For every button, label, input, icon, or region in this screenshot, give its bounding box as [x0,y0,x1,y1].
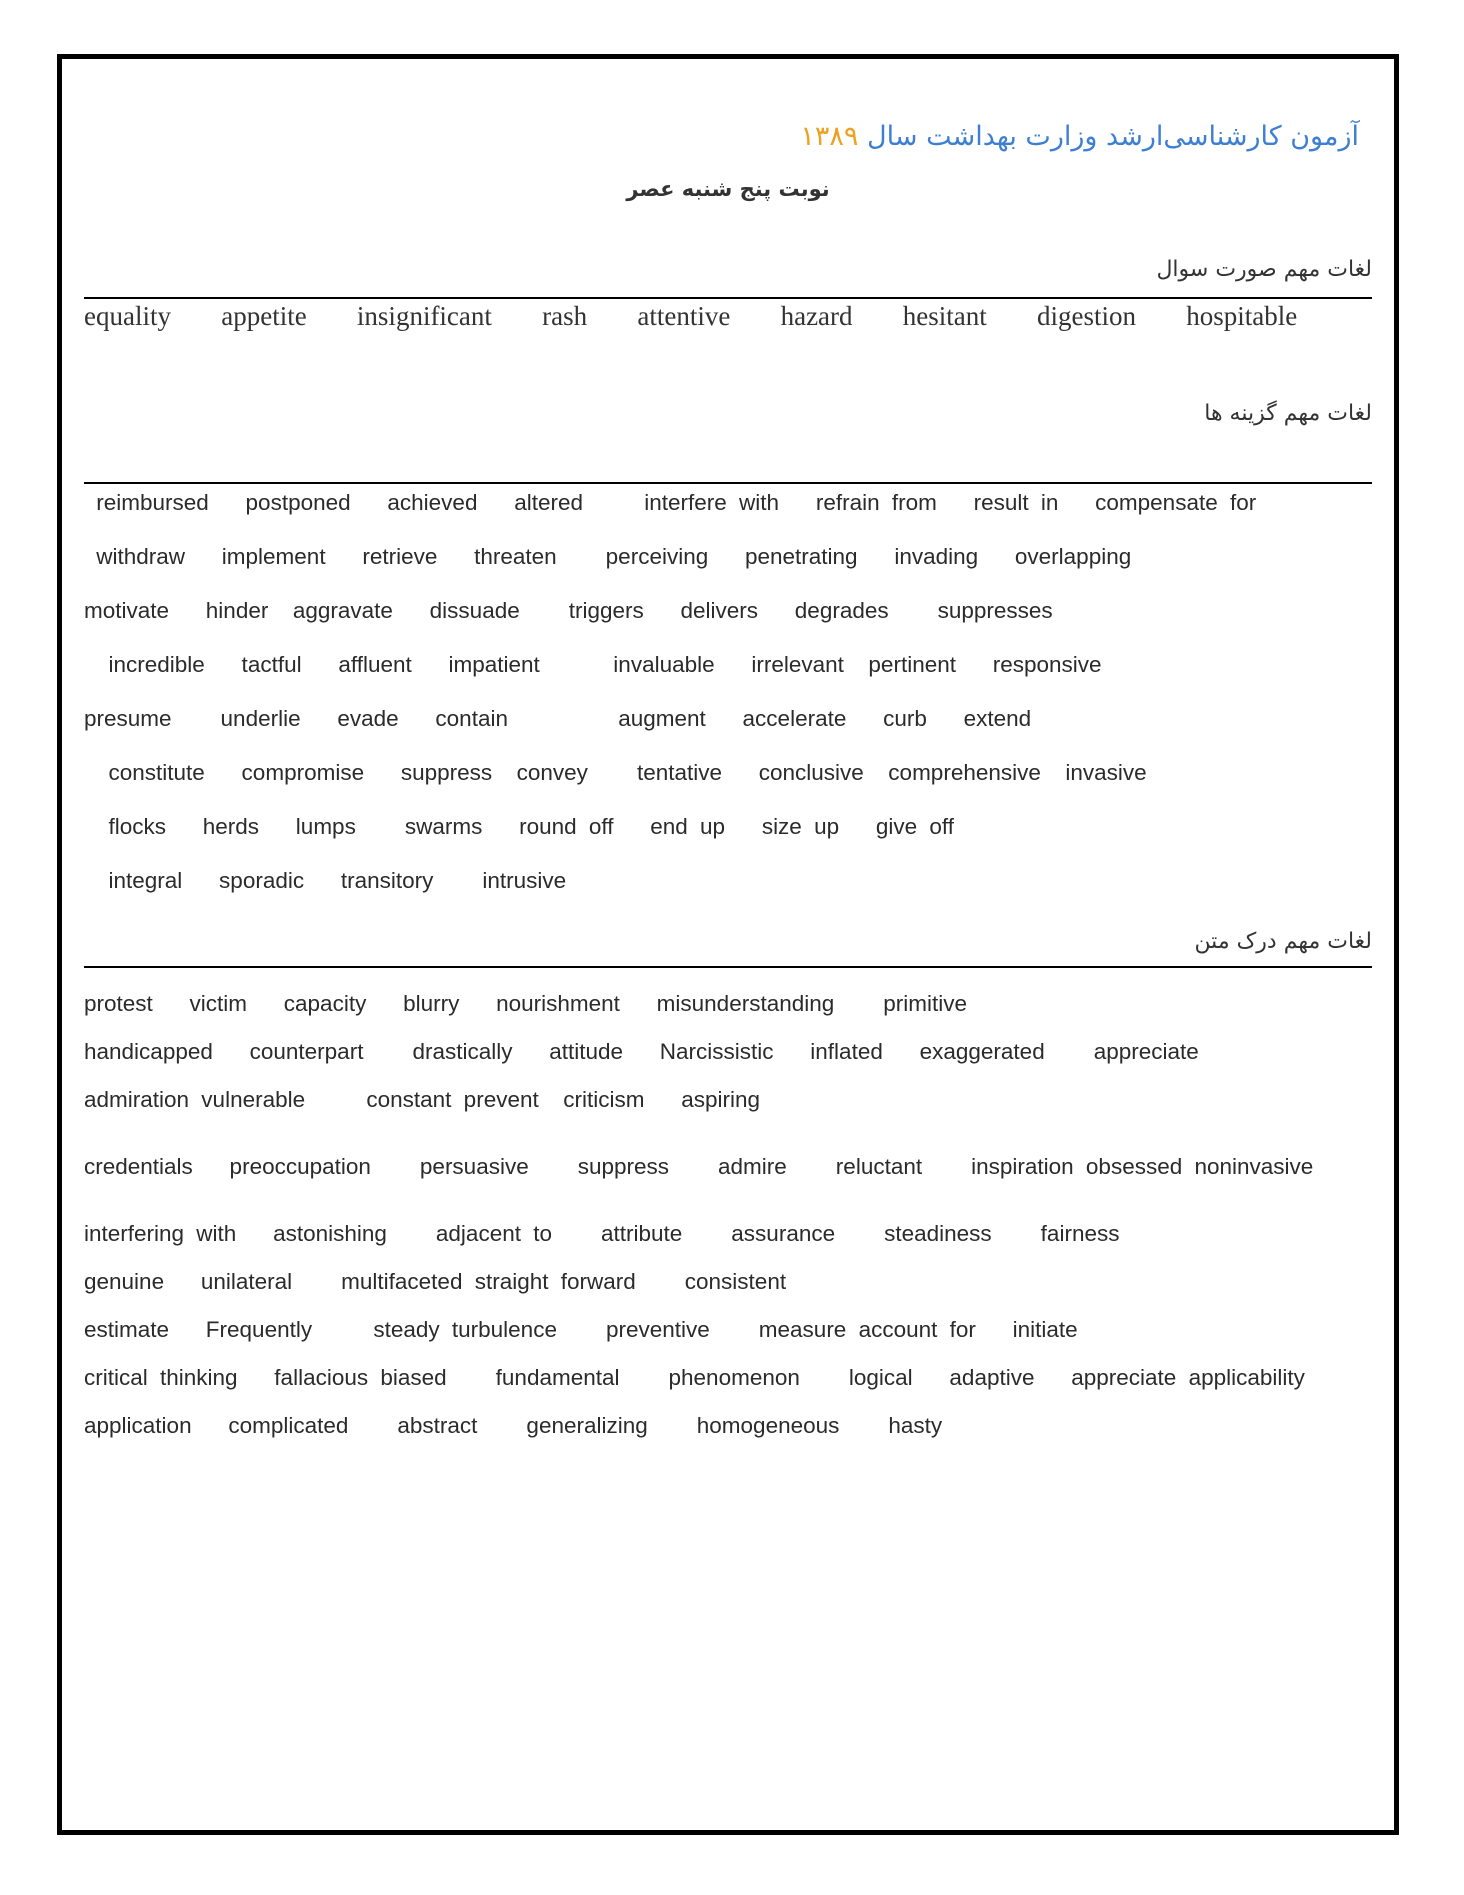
word-row: flocks herds lumps swarms round off end up size up give off [84,814,954,839]
word-row: credentials preoccupation persuasive suppress admire reluctant inspiration obsessed noninvasive [84,1154,1314,1179]
word-row: integral sporadic transitory intrusive [84,868,567,893]
word-row: admiration vulnerable constant prevent criticism aspiring [84,1087,761,1112]
word-row: incredible tactful affluent impatient invaluable irrelevant pertinent responsive [84,652,1102,677]
word-row: estimate Frequently steady turbulence preventive measure account for initiate [84,1317,1078,1342]
title-text: آزمون کارشناسی‌ارشد وزارت بهداشت سال [867,121,1359,152]
word-row: protest victim capacity blurry nourishment misunderstanding primitive [84,991,968,1016]
word-row: withdraw implement retrieve threaten perceiving penetrating invading overlapping [84,544,1132,569]
title-year: ۱۳۸۹ [800,121,859,152]
word-row: motivate hinder aggravate dissuade triggers delivers degrades suppresses [84,598,1053,623]
document-title [800,121,1359,152]
word-row: application complicated abstract generalizing homogeneous hasty [84,1413,943,1438]
section-heading-question-vocab: لغات مهم صورت سوال [1156,257,1372,282]
word-row: genuine unilateral multifaceted straight forward consistent [84,1269,787,1294]
word-row: equality appetite insignificant rash attentive hazard hesitant digestion hospitable [84,301,1298,331]
word-row: critical thinking fallacious biased fundamental phenomenon logical adaptive appreciate applicability [84,1365,1305,1390]
word-row: handicapped counterpart drastically attitude Narcissistic inflated exaggerated appreciate [84,1039,1199,1064]
section-divider [84,482,1372,484]
page-frame [57,54,1399,1835]
section-divider [84,297,1372,299]
section-heading-options-vocab: لغات مهم گزینه ها [1204,401,1372,426]
document-subtitle: نوبت پنج شنبه عصر [626,177,830,201]
word-row: reimbursed postponed achieved altered interfere with refrain from result in compensate for [84,490,1257,515]
word-row: constitute compromise suppress convey tentative conclusive comprehensive invasive [84,760,1147,785]
section-divider [84,966,1372,968]
section-heading-reading-vocab: لغات مهم درک متن [1194,929,1372,954]
word-row: presume underlie evade contain augment accelerate curb extend [84,706,1032,731]
word-row: interfering with astonishing adjacent to attribute assurance steadiness fairness [84,1221,1120,1246]
